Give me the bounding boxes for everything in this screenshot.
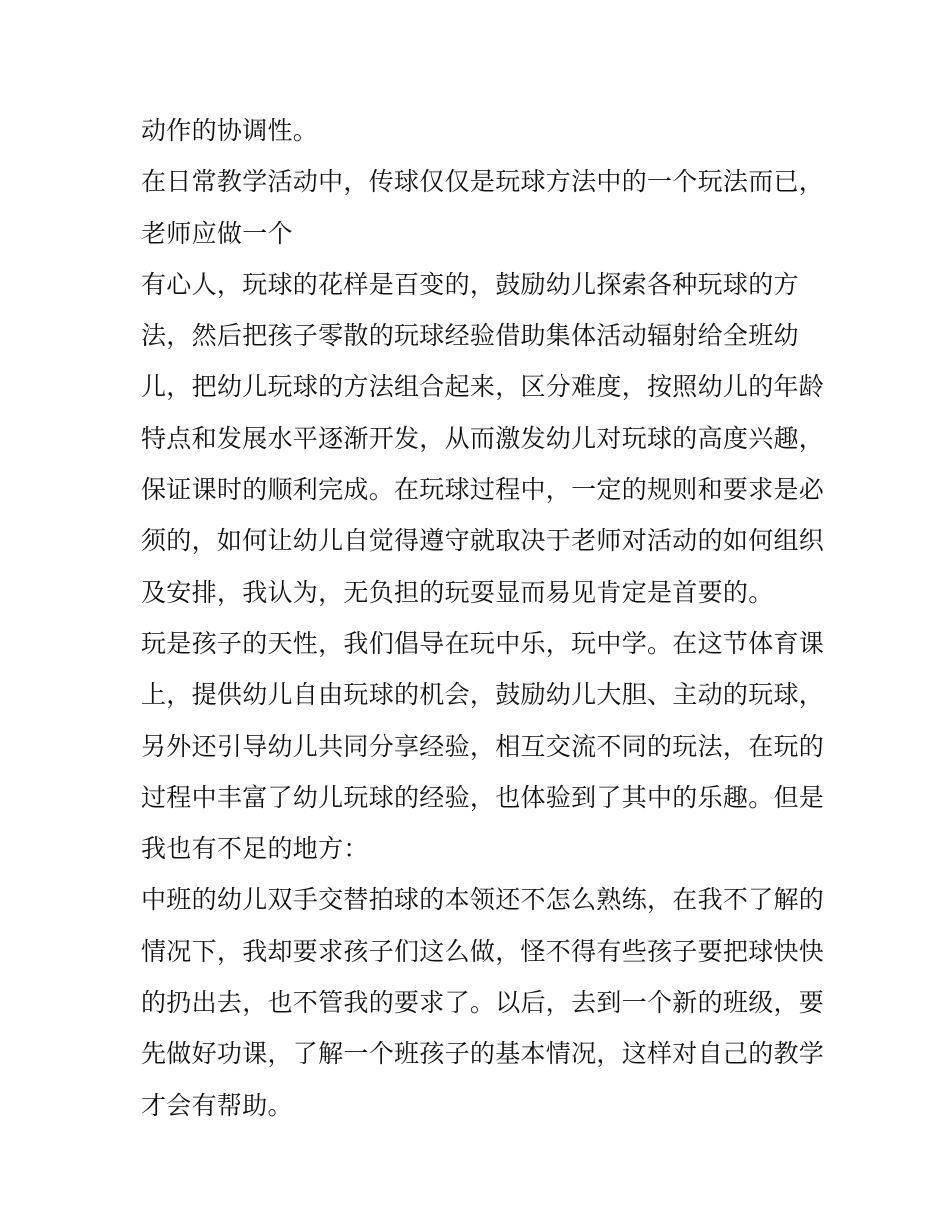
- text-line: 玩是孩子的天性，我们倡导在玩中乐，玩中学。在这节体育课: [141, 628, 825, 658]
- text-line: 中班的幼儿双手交替拍球的本领还不怎么熟练，在我不了解的: [141, 885, 825, 915]
- text-line: 老师应做一个: [141, 218, 293, 248]
- text-line: 情况下，我却要求孩子们这么做，怪不得有些孩子要把球快快: [141, 936, 825, 966]
- text-line: 另外还引导幼儿共同分享经验，相互交流不同的玩法，在玩的: [141, 731, 825, 761]
- text-line: 才会有帮助。: [141, 1090, 293, 1120]
- text-line: 过程中丰富了幼儿玩球的经验，也体验到了其中的乐趣。但是: [141, 782, 825, 812]
- text-line: 儿，把幼儿玩球的方法组合起来，区分难度，按照幼儿的年龄: [141, 372, 825, 402]
- text-line: 及安排，我认为，无负担的玩耍显而易见肯定是首要的。: [141, 577, 774, 607]
- text-line: 动作的协调性。: [141, 116, 319, 145]
- text-line: 上，提供幼儿自由玩球的机会，鼓励幼儿大胆、主动的玩球，: [141, 680, 825, 710]
- body-text: [141, 105, 825, 1131]
- text-line: 先做好功课，了解一个班孩子的基本情况，这样对自己的教学: [141, 1039, 825, 1069]
- text-line: 法，然后把孩子零散的玩球经验借助集体活动辐射给全班幼: [141, 321, 799, 351]
- text-line: 保证课时的顺利完成。在玩球过程中，一定的规则和要求是必: [141, 475, 825, 505]
- text-line: 须的，如何让幼儿自觉得遵守就取决于老师对活动的如何组织: [141, 526, 825, 556]
- text-line: 有心人，玩球的花样是百变的，鼓励幼儿探索各种玩球的方: [141, 269, 799, 299]
- text-line: 的扔出去，也不管我的要求了。以后，去到一个新的班级，要: [141, 988, 825, 1018]
- text-line: 特点和发展水平逐渐开发，从而激发幼儿对玩球的高度兴趣，: [141, 423, 825, 453]
- text-line: 在日常教学活动中，传球仅仅是玩球方法中的一个玩法而已，: [141, 167, 825, 197]
- text-line: 我也有不足的地方：: [141, 834, 369, 864]
